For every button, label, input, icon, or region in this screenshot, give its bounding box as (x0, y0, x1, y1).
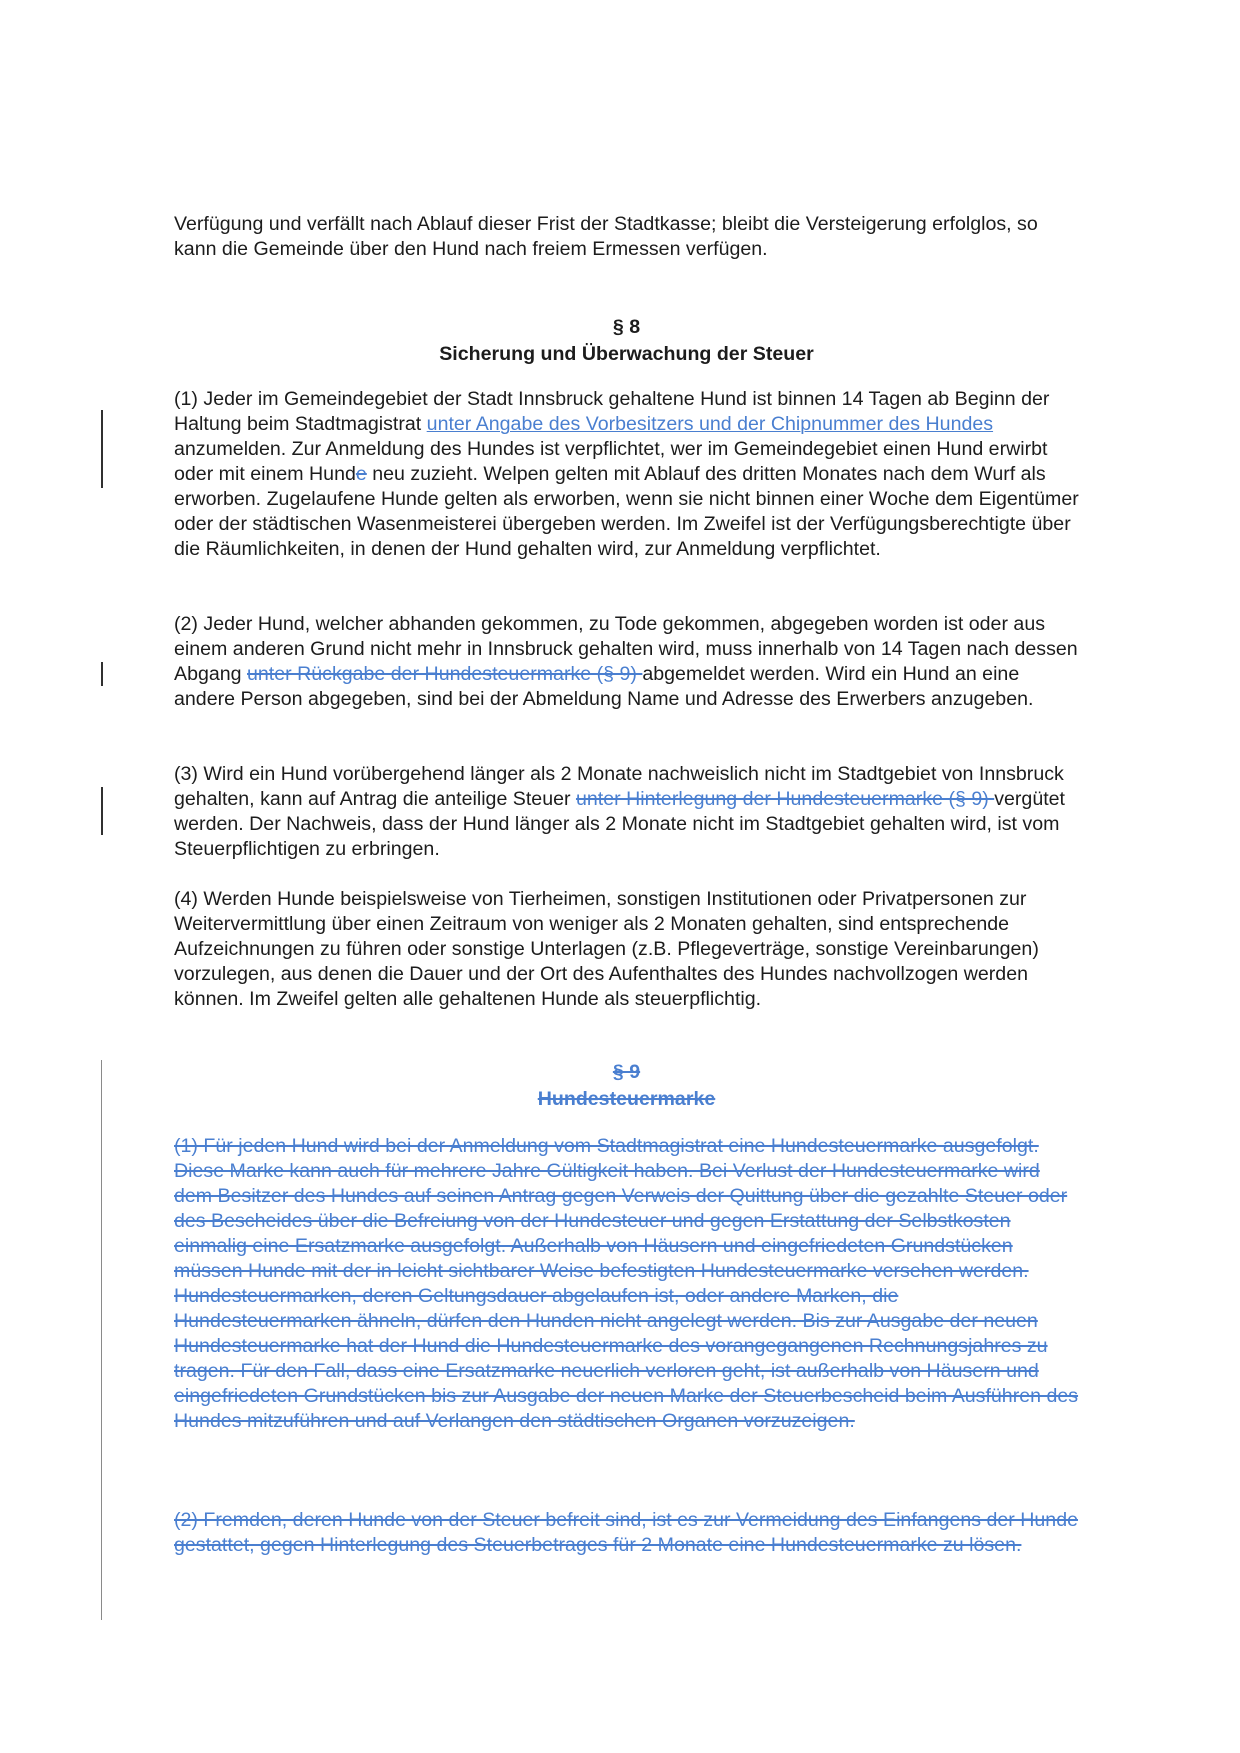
continuation-paragraph: Verfügung und verfällt nach Ablauf dieser Frist der Stadtkasse; bleibt die Versteigerung erfolglos, so kann die Gemeinde über den Hund nach freiem Ermessen verfügen. (174, 213, 1038, 260)
deleted-text: e (355, 463, 367, 485)
section-9-heading (174, 1059, 1079, 1113)
change-bar (101, 662, 103, 686)
section-9-paragraph-1 (174, 1134, 1079, 1434)
section-8-paragraph-4: (4) Werden Hunde beispielsweise von Tierheimen, sonstigen Institutionen oder Privatpersonen zur Weitervermittlung über einen Zeitraum von weniger als 2 Monaten gehalten, sind entsprechende Aufzeichnungen zu führen oder sonstige Unterlagen (z.B. Pflegeverträge, sonstige Vereinbarungen) vorzulegen, aus denen die Dauer und der Ort des Aufenthaltes des Hundes nachvollzogen werden können. Im Zweifel gelten alle gehaltenen Hunde als steuerpflichtig. (174, 888, 1039, 1010)
section-8-paragraph-1 (174, 387, 1079, 562)
paragraph-text: neu zuzieht. Welpen gelten mit Ablauf des dritten Monates nach dem Wurf als erworben. Zugelaufene Hunde gelten als erworben, wenn sie nicht binnen einer Woche dem Eigentümer oder der städtischen Wasenmeisterei übergeben werden. Im Zweifel ist der Verfügungsberechtigte über die Räumlichkeiten, in denen der Hund gehalten wird, zur Anmeldung verpflichtet. (174, 463, 1079, 560)
paragraph-text: (3) Wird ein Hund vorübergehend länger als 2 Monate nachweislich nicht im Stadtgebiet von Innsbruck gehalten, kann auf Antrag die anteilige Steuer (174, 763, 1064, 810)
section-8-number: § 8 (612, 316, 641, 338)
paragraph-text: abgemeldet werden. Wird ein Hund an eine andere Person abgegeben, sind bei der Abmeldung Name und Adresse des Erwerbers anzugeben. (174, 663, 1034, 710)
section-8-title: Sicherung und Überwachung der Steuer (439, 343, 814, 365)
section-9-title: Hundesteuermarke (537, 1088, 716, 1110)
change-bar (101, 410, 103, 488)
deleted-text: (2) Fremden, deren Hunde von der Steuer befreit sind, ist es zur Vermeidung des Einfangens der Hunde gestattet, gegen Hinterlegung des Steuerbetrages für 2 Monate eine Hundesteuermarke zu lösen. (174, 1509, 1079, 1556)
deleted-text: unter Rückgabe der Hundesteuermarke (§ 9) (247, 663, 643, 685)
inserted-text: unter Angabe des Vorbesitzers und der Chipnummer des Hundes (426, 413, 994, 435)
section-9-number: § 9 (612, 1061, 641, 1083)
section-8-heading (174, 314, 1079, 368)
paragraph-text: vergütet werden. Der Nachweis, dass der Hund länger als 2 Monate nicht im Stadtgebiet gehalten wird, ist vom Steuerpflichtigen zu erbringen. (174, 788, 1066, 860)
section-8-paragraph-3 (174, 762, 1079, 862)
paragraph-text: (1) Jeder im Gemeindegebiet der Stadt Innsbruck gehaltene Hund ist binnen 14 Tagen ab Beginn der Haltung beim Stadtmagistrat (174, 388, 1050, 435)
change-bar (101, 787, 103, 835)
section-9-paragraph-2 (174, 1508, 1079, 1558)
paragraph-text: anzumelden. Zur Anmeldung des Hundes ist verpflichtet, wer im Gemeindegebiet einen Hund erwirbt oder mit einem Hund (174, 438, 1048, 485)
deleted-text: (1) Für jeden Hund wird bei der Anmeldung vom Stadtmagistrat eine Hundesteuermarke ausgefolgt. Diese Marke kann auch für mehrere Jahre Gültigkeit haben. Bei Verlust der Hundesteuermarke wird dem Besitzer des Hundes auf seinen Antrag gegen Verweis der Quittung über die gezahlte Steuer oder des Bescheides über die Befreiung von der Hundesteuer und gegen Erstattung der Selbstkosten einmalig eine Ersatzmarke ausgefolgt. Außerhalb von Häusern und eingefriedeten Grundstücken müssen Hunde mit der in leicht sichtbarer Weise befestigten Hundesteuermarke versehen werden. Hundesteuermarken, deren Geltungsdauer abgelaufen ist, oder andere Marken, die Hundesteuermarken ähneln, dürfen den Hunden nicht angelegt werden. Bis zur Ausgabe der neuen Hundesteuermarke hat der Hund die Hundesteuermarke des vorangegangenen Rechnungsjahres zu tragen. Für den Fall, dass eine Ersatzmarke neuerlich verloren geht, ist außerhalb von Häusern und eingefriedeten Grundstücken bis zur Ausgabe der neuen Marke der Steuerbescheid beim Ausführen des Hundes mitzuführen und auf Verlangen den städtischen Organen vorzuzeigen. (174, 1135, 1079, 1432)
section-8-paragraph-2 (174, 612, 1079, 712)
change-bar (101, 1060, 102, 1620)
deleted-text: unter Hinterlegung der Hundesteuermarke (§ 9) (575, 788, 995, 810)
paragraph-text: (2) Jeder Hund, welcher abhanden gekommen, zu Tode gekommen, abgegeben worden ist oder aus einem anderen Grund nicht mehr in Innsbruck gehalten wird, muss innerhalb von 14 Tagen nach dessen Abgang (174, 613, 1078, 685)
